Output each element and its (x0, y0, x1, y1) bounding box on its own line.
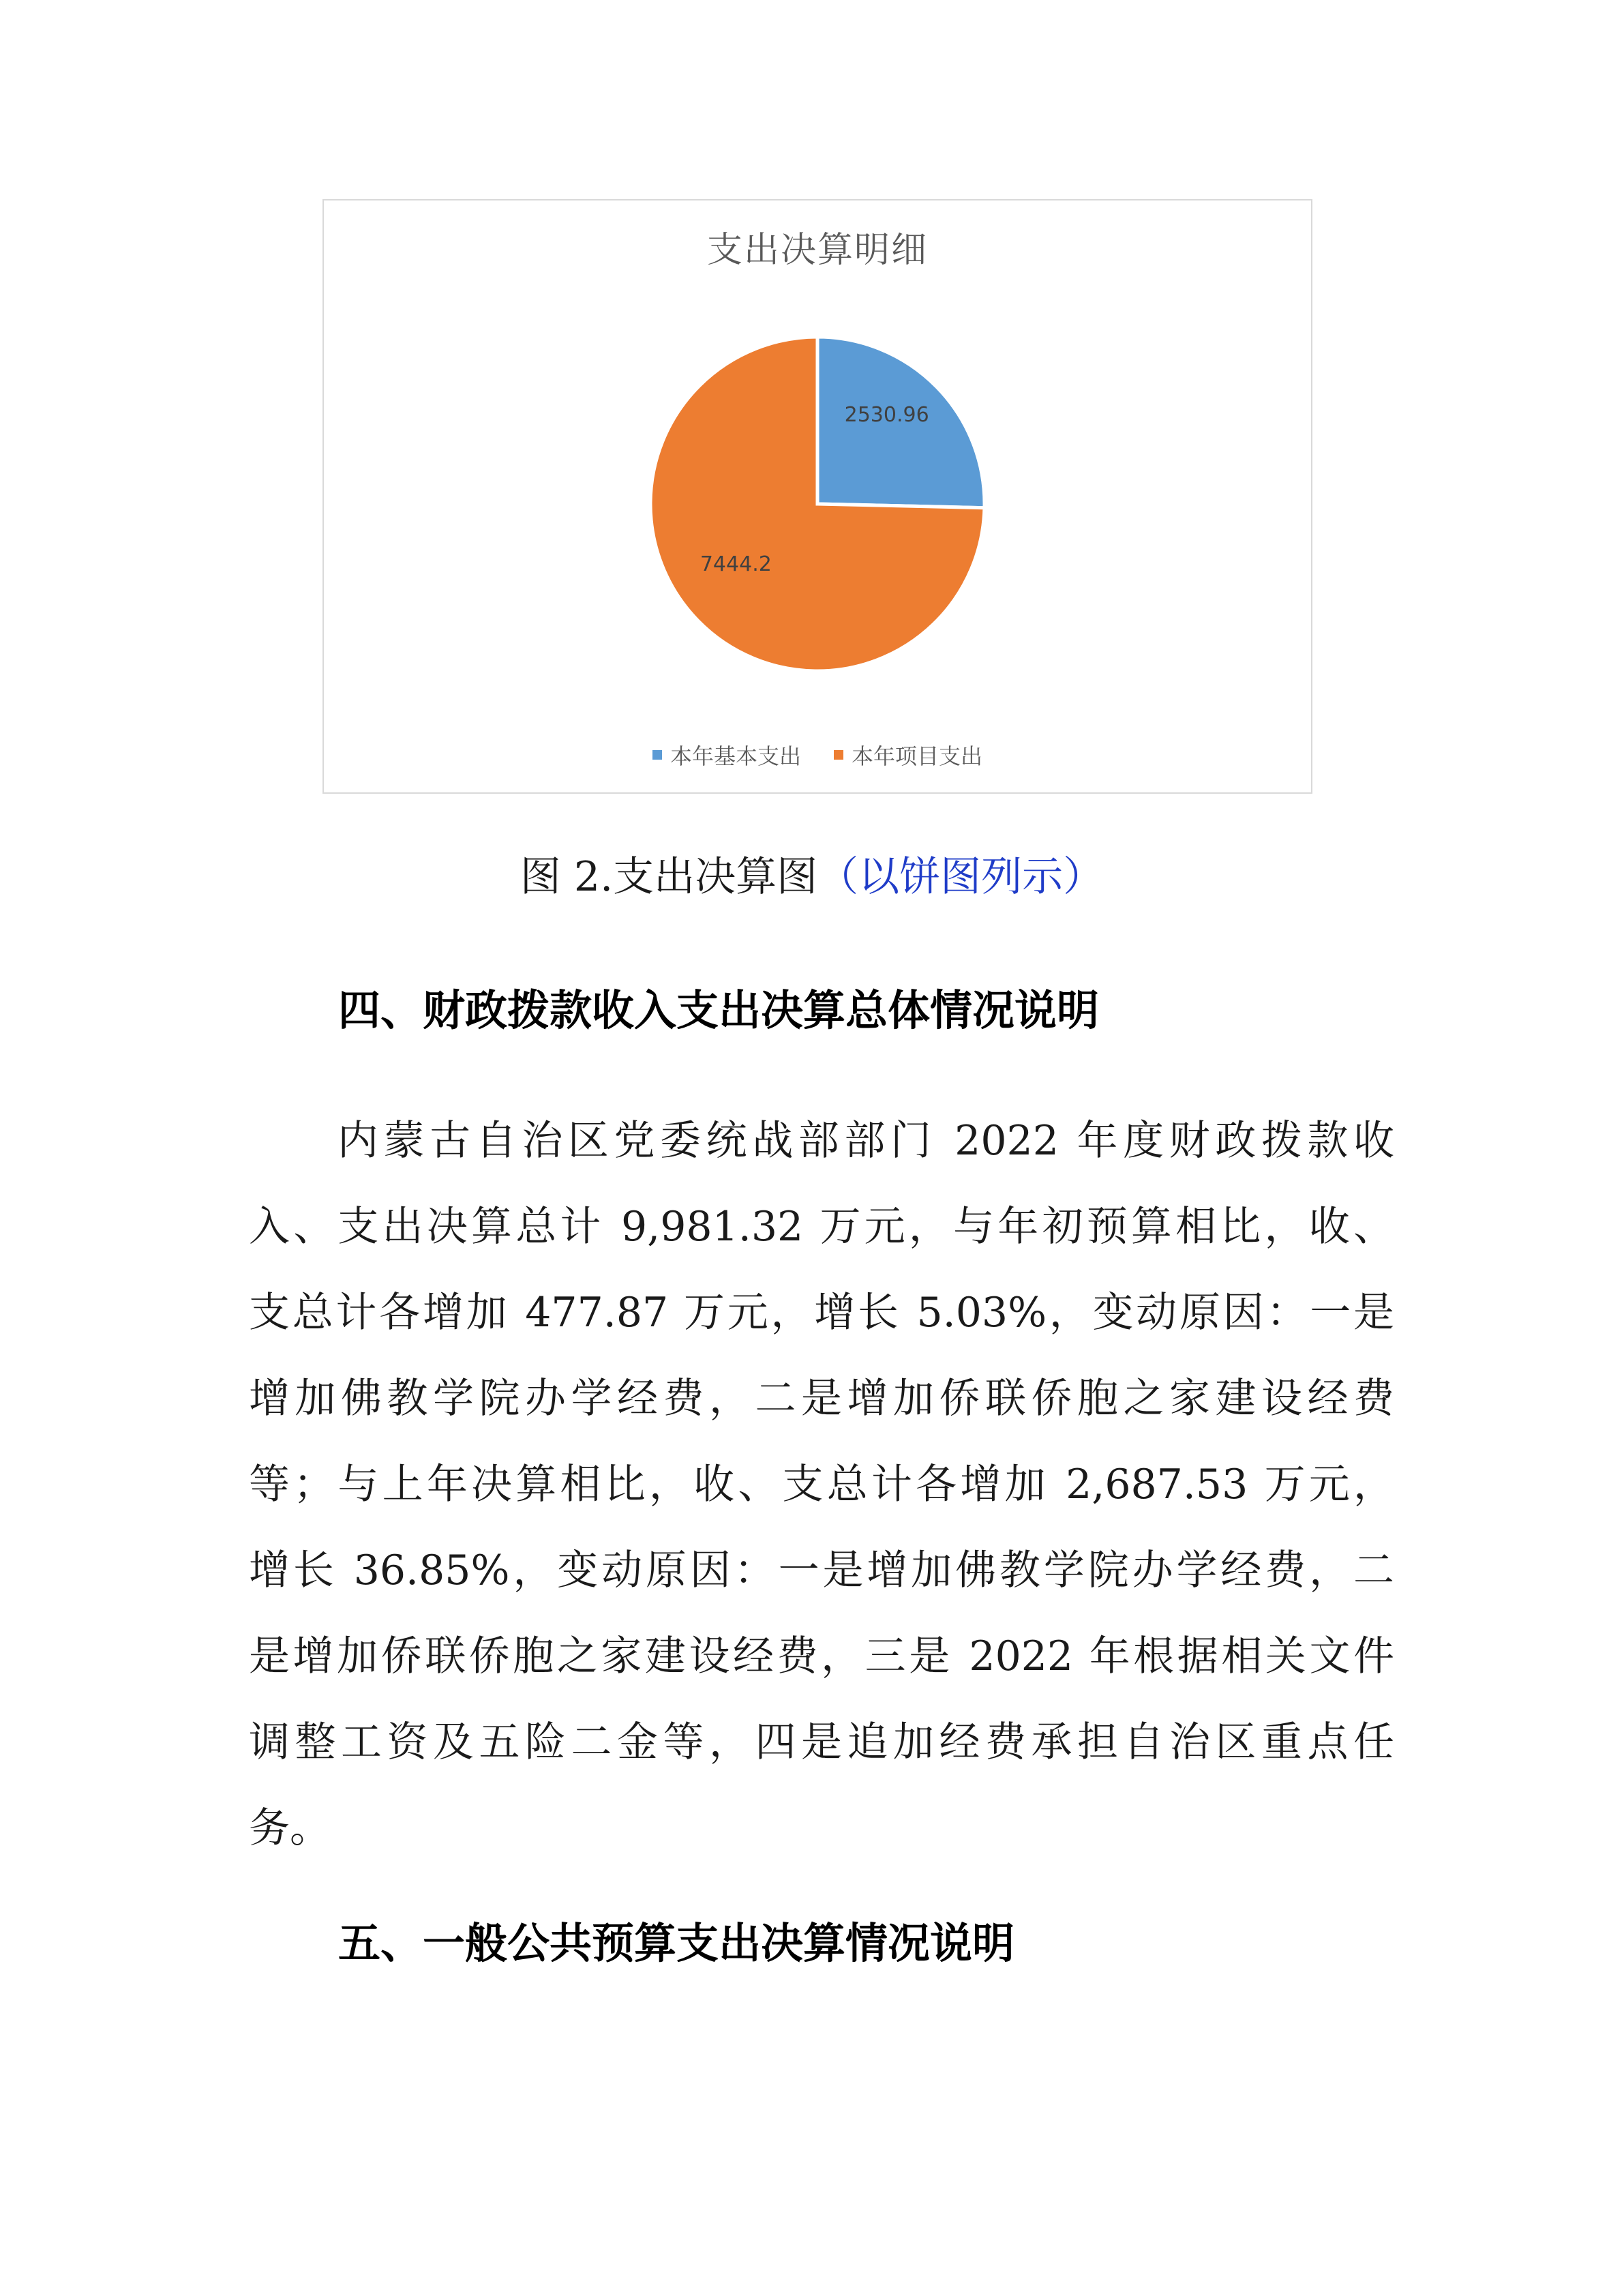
legend-label-project: 本年项目支出 (852, 743, 983, 769)
caption-note: （以饼图列示） (817, 853, 1104, 901)
pie-chart (324, 200, 1311, 792)
figure-caption (0, 844, 1624, 903)
paragraph-line: 是增加侨联侨胞之家建设经费，三是 2022 年根据相关文件 (249, 1632, 1394, 1680)
legend-item-project (834, 739, 982, 771)
chart-legend (324, 739, 1311, 771)
paragraph-line: 等；与上年决算相比，收、支总计各增加 2,687.53 万元， (249, 1461, 1394, 1508)
legend-swatch-project (834, 750, 843, 760)
paragraph-line: 支总计各增加 477.87 万元，增长 5.03%，变动原因：一是 (249, 1289, 1394, 1337)
pie-chart-frame (322, 199, 1312, 794)
legend-item-basic (652, 739, 801, 771)
chart-title: 支出决算明细 (706, 230, 928, 271)
paragraph-line: 务。 (249, 1804, 331, 1852)
legend-swatch-basic (652, 750, 662, 760)
legend-label-basic: 本年基本支出 (670, 743, 801, 769)
section4-heading: 四、财政拨款收入支出决算总体情况说明 (338, 985, 1100, 1035)
pie-data-label-project: 7444.2 (700, 552, 772, 576)
paragraph-line: 增长 36.85%，变动原因：一是增加佛教学院办学经费，二 (249, 1547, 1394, 1594)
paragraph-line: 入、支出决算总计 9,981.32 万元，与年初预算相比，收、 (249, 1203, 1394, 1251)
paragraph-line: 调整工资及五险二金等，四是追加经费承担自治区重点任 (249, 1718, 1394, 1766)
paragraph-line: 内蒙古自治区党委统战部部门 2022 年度财政拨款收 (337, 1117, 1394, 1165)
pie-slices (650, 337, 984, 671)
section5-heading: 五、一般公共预算支出决算情况说明 (338, 1918, 1015, 1968)
caption-main: 图 2.支出决算图 (520, 853, 818, 901)
pie-data-label-basic: 2530.96 (844, 403, 929, 428)
section4-paragraph (249, 1098, 1394, 1871)
paragraph-line: 增加佛教学院办学经费，二是增加侨联侨胞之家建设经费 (249, 1375, 1394, 1422)
